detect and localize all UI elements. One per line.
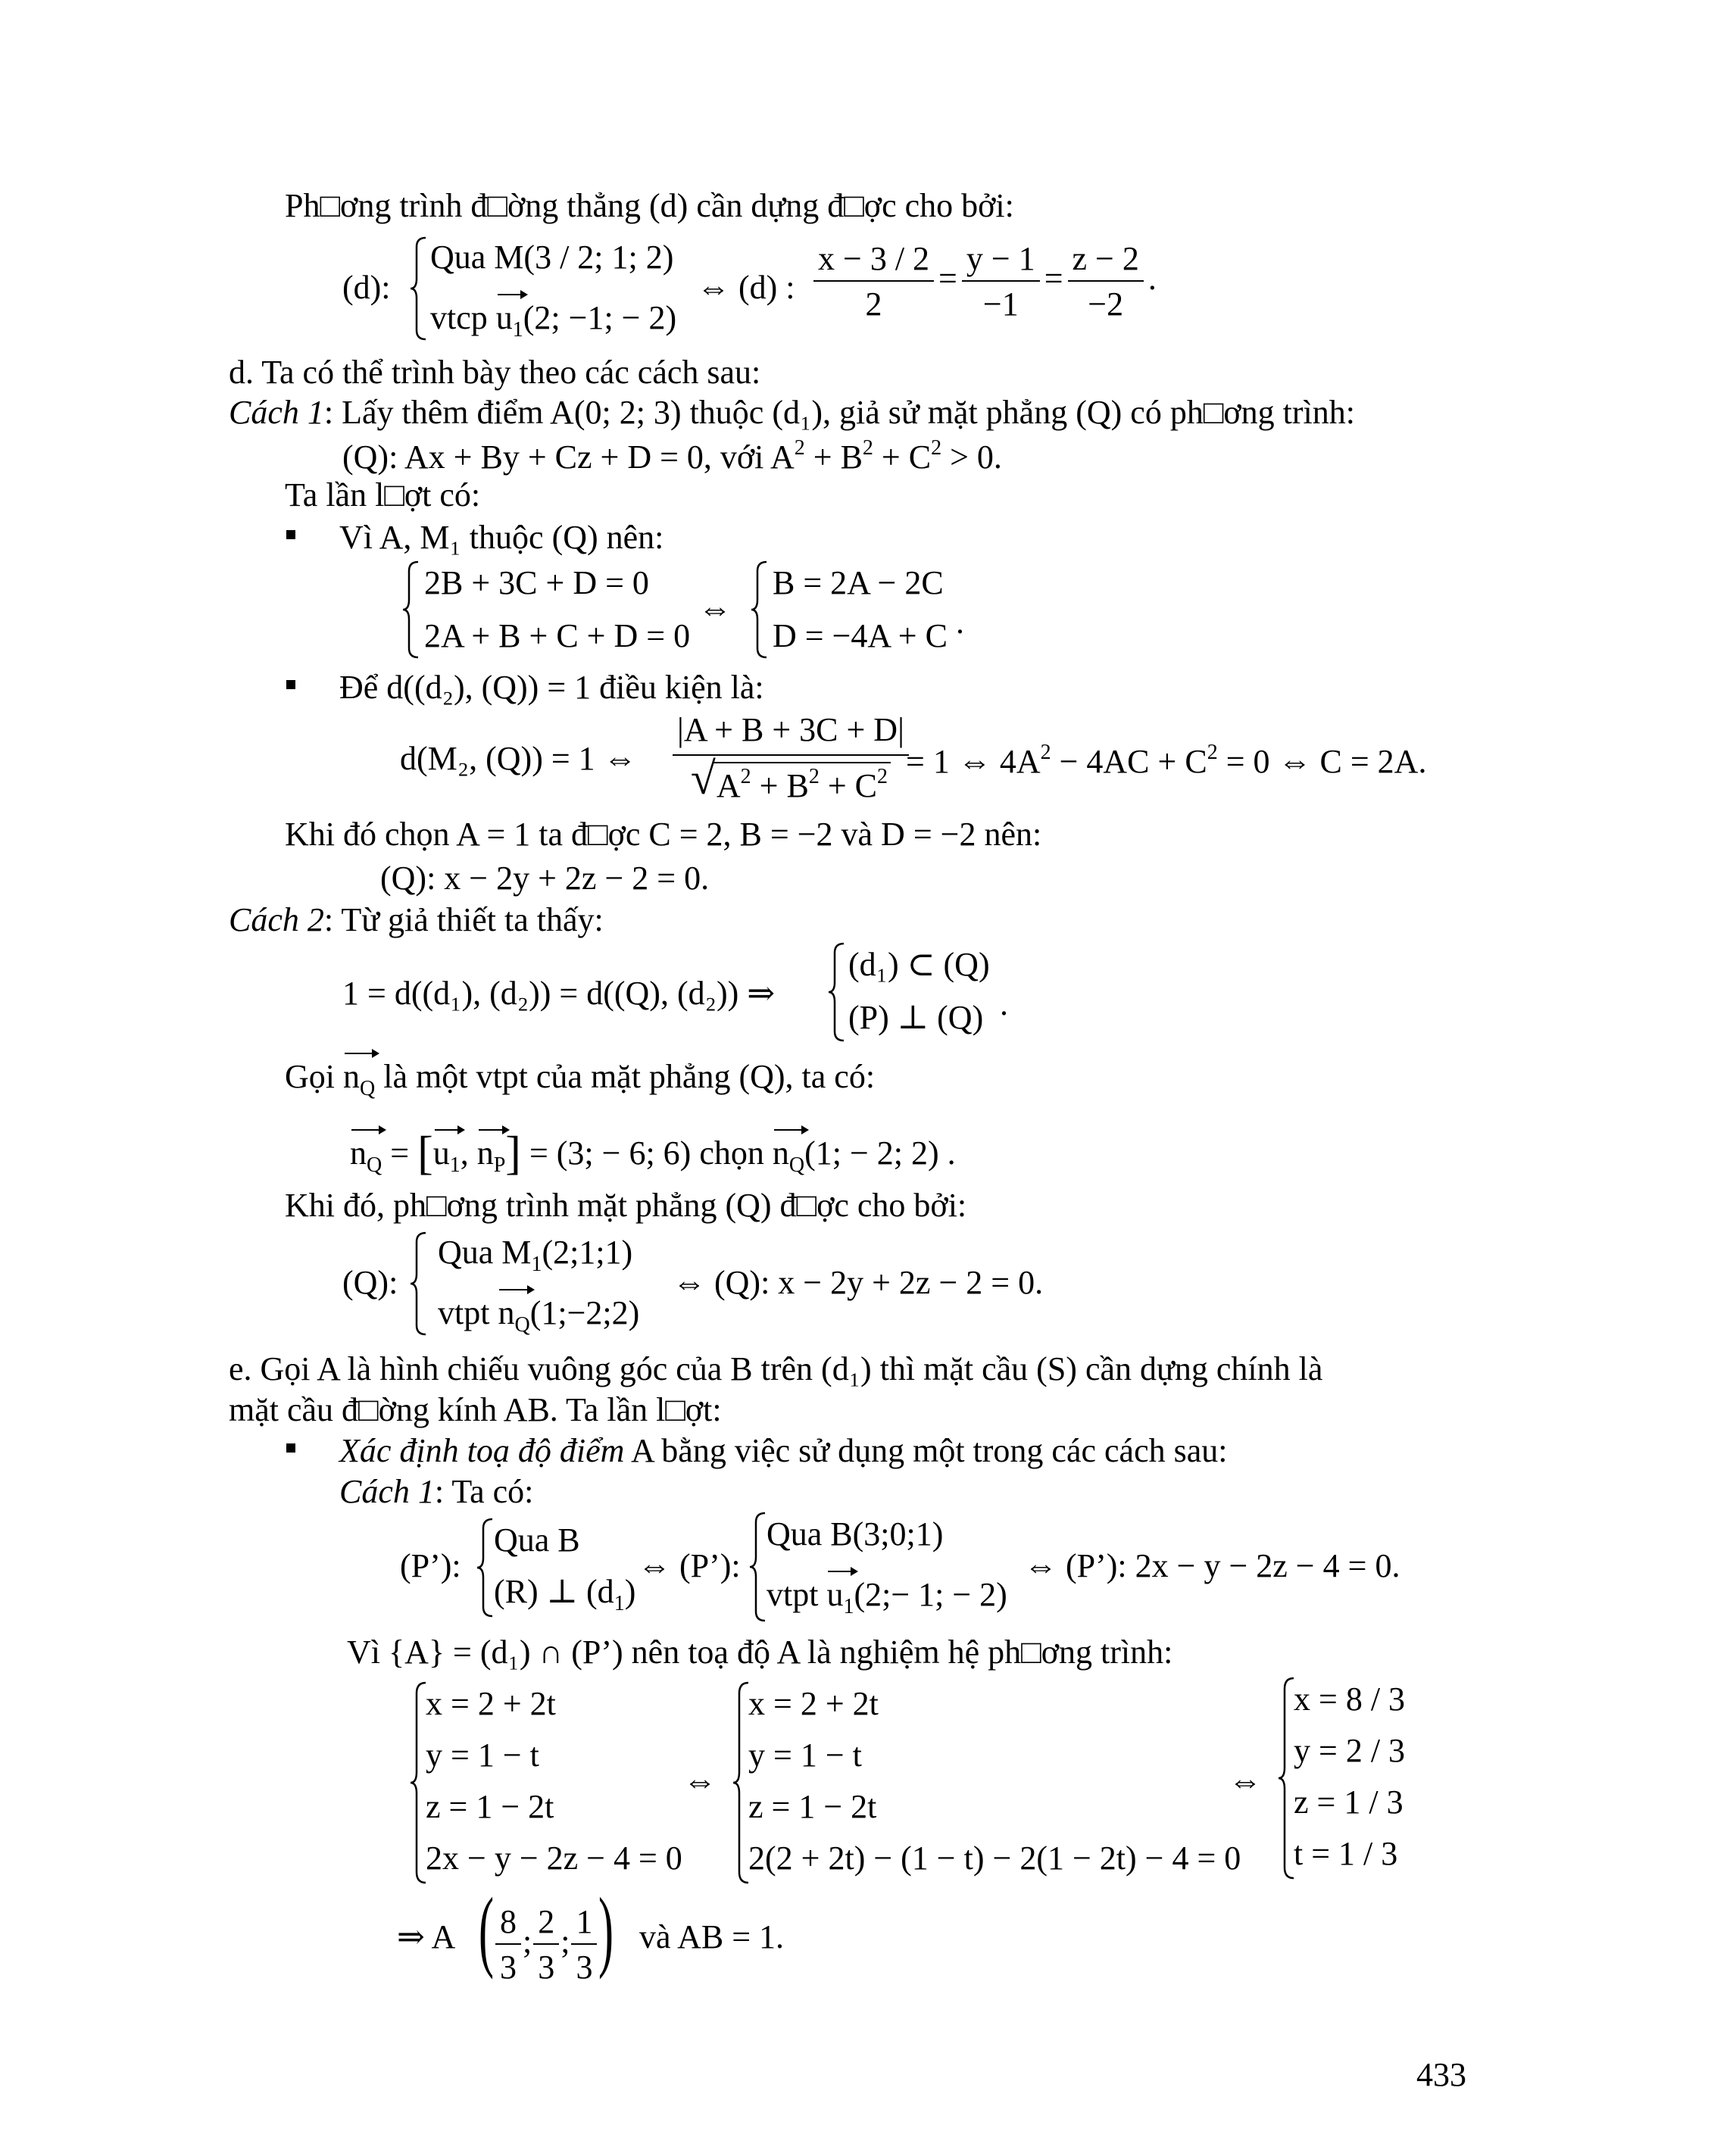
system-3a-line-1: x = 2 + 2t: [426, 1685, 556, 1722]
distance-left: d(M₂, (Q)) = 1 ⇔: [400, 740, 637, 777]
equiv-symbol: ⇔: [1229, 1762, 1262, 1799]
bullet-icon: [286, 680, 295, 689]
brace-left: [750, 560, 770, 659]
q2-result: ⇔ (Q): x − 2y + 2z − 2 = 0.: [673, 1264, 1044, 1301]
system-3b-line-4: 2(2 + 2t) − (1 − t) − 2(1 − 2t) − 4 = 0: [748, 1840, 1241, 1877]
cach-2-line: Cách 2: Từ giả thiết ta thấy:: [229, 901, 604, 938]
brace-left: [409, 1231, 429, 1336]
fraction-1-3: $\frac{1}{3}$: [571, 1905, 597, 1984]
fraction-x: $\frac{x - 3 / 2}{2}$: [813, 242, 934, 321]
fraction-z: $\frac{z - 2}{-2}$: [1068, 242, 1144, 321]
d-canonical-equation: $\frac{x - 3 / 2}{2}$ = $\frac{y - 1}{-1}$ = $\frac{z - 2}{-2}$ .: [809, 242, 1157, 321]
ta-lan-luot: Ta lần l□ợt có:: [285, 476, 481, 513]
d-system-vtcp: vtcp: [430, 299, 496, 336]
pp-result: ⇔ (P’): 2x − y − 2z − 4 = 0.: [1024, 1547, 1400, 1584]
distance-fraction-body: [673, 713, 909, 803]
fraction-8-3: $\frac{8}{3}$: [495, 1905, 521, 1984]
system-3c-line-1: x = 8 / 3: [1294, 1680, 1406, 1718]
pp-system-1-line-2: (R) ⊥ $(d_1)$: [494, 1573, 636, 1615]
equiv-symbol: ⇔: [698, 590, 732, 627]
system-2-line-2: D = −4A + C: [773, 617, 948, 654]
khi-do-q-equation: Khi đó, ph□ơng trình mặt phẳng (Q) đ□ợc cho bởi:: [285, 1187, 967, 1224]
cach-2-label: Cách 2: [229, 901, 324, 938]
final-ab: và AB = 1.: [639, 1918, 785, 1955]
cach-2-system-line-1: (d₁) ⊂ (Q): [848, 946, 990, 983]
final-a-coordinates: ( $\frac{8}{3}$ ; $\frac{2}{3}$ ; $\frac{1}{3}$ ): [478, 1879, 614, 1986]
pp-system-1-line-1: Qua B: [494, 1521, 580, 1559]
q2-label: (Q):: [342, 1264, 398, 1301]
vector-u1: $u_1$: [432, 1134, 461, 1177]
system-1-line-1: 2B + 3C + D = 0: [424, 564, 649, 601]
q-result-1: (Q): x − 2y + 2z − 2 = 0.: [380, 860, 710, 897]
vector-u1: $u_1$: [495, 299, 523, 342]
page-number: 433: [1416, 2056, 1466, 2093]
brace-left: [476, 1518, 495, 1618]
system-3a-line-3: z = 1 − 2t: [426, 1788, 554, 1825]
distance-fraction: [673, 713, 909, 803]
fraction-y: $\frac{y - 1}{-1}$: [962, 242, 1040, 321]
d-system-line-2: [430, 301, 676, 341]
vector-np: $n_P$: [476, 1134, 506, 1177]
vector-nq: $n_Q$: [343, 1058, 376, 1100]
d-system-line-1: Qua M(3 / 2; 1; 2): [430, 239, 674, 276]
vector-nq: $n_Q$: [350, 1134, 382, 1177]
brace-left: [827, 942, 847, 1042]
vector-nq: $n_Q$: [772, 1134, 805, 1177]
system-3b-line-3: z = 1 − 2t: [748, 1788, 877, 1825]
d-system-vector-value: (2; −1; − 2): [523, 299, 677, 336]
system-3b-line-2: y = 1 − t: [748, 1737, 862, 1774]
pp-label: (P’):: [400, 1547, 461, 1584]
nq-cross-product: $n_Q = [u_1$, $n_P] = (3$; − 6; 6) chọn $n_Q(1$; − 2; 2) .: [350, 1128, 956, 1179]
khi-do-choose: Khi đó chọn A = 1 ta đ□ợc C = 2, B = −2 và D = −2 nên:: [285, 816, 1042, 853]
vector-nq: $n_Q$: [498, 1294, 530, 1337]
equiv-symbol: ⇔: [683, 1762, 717, 1799]
cach-1-line: Cách 1: Lấy thêm điểm A(0; 2; 3) thuộc (d₁), giả sử mặt phẳng (Q) có ph□ơng trình:: [229, 394, 1355, 431]
e-cach-1-line: Cách 1: Ta có:: [339, 1473, 534, 1510]
bullet-icon: [286, 1443, 295, 1453]
brace-left: [401, 560, 421, 659]
bullet-icon: [286, 530, 295, 539]
cach-2-system-line-2: (P) ⊥ (Q): [848, 999, 984, 1036]
brace-left: [748, 1512, 768, 1622]
vi-a-line: Vì {A} = (d₁) ∩ (P’) nên toạ độ A là nghiệm hệ ph□ơng trình:: [347, 1634, 1173, 1671]
q2-system-line-1: Qua $M_1(2;1;1)$: [438, 1234, 633, 1276]
pp-system-2-line-2: vtpt $u_1(2;- 1$; − 2): [767, 1576, 1007, 1618]
e-cach-1-label: Cách 1: [339, 1473, 435, 1510]
period: .: [1000, 985, 1008, 1022]
brace-left: [409, 236, 429, 341]
system-3c-line-4: t = 1 / 3: [1294, 1835, 1398, 1872]
fraction-2-3: $\frac{2}{3}$: [533, 1905, 559, 1984]
system-3a-line-2: y = 1 − t: [426, 1737, 539, 1774]
system-1-line-2: 2A + B + C + D = 0: [424, 617, 691, 654]
d-label: (d):: [342, 269, 391, 306]
bullet-3-text: Xác định toạ độ điểm A bằng việc sử dụng một trong các cách sau:: [339, 1432, 1228, 1469]
text-line-d-equation-intro: Ph□ơng trình đ□ờng thẳng (d) cần dựng đ□ợc cho bởi:: [285, 187, 1014, 224]
goi-nq-line: Gọi $n_Q$ là một vtpt của mặt phẳng (Q), ta có:: [285, 1058, 876, 1100]
d-equiv: ⇔ (d) :: [697, 269, 795, 306]
system-3c-line-2: y = 2 / 3: [1294, 1732, 1406, 1769]
vector-u1: $u_1$: [826, 1576, 854, 1618]
q-general-equation: (Q): Ax + By + Cz + D = 0, với $A^2 + B^2 + C^2 > 0$.: [342, 436, 1002, 476]
bullet-2-text: Để d((d₂), (Q)) = 1 điều kiện là:: [339, 669, 764, 706]
period: .: [956, 604, 964, 641]
distance-right: = 1 ⇔ $4A^2 - 4AC + C^2 = 0$ ⇔ C = 2A.: [906, 741, 1427, 780]
part-e-line-2: mặt cầu đ□ờng kính AB. Ta lần l□ợt:: [229, 1391, 722, 1428]
pp-mid: ⇔ (P’):: [638, 1547, 741, 1584]
pp-system-2-line-1: Qua B(3;0;1): [767, 1515, 944, 1553]
distance-numerator: |A + B + 3C + D|: [673, 713, 909, 756]
part-e-line-1: e. Gọi A là hình chiếu vuông góc của B trên (d₁) thì mặt cầu (S) cần dựng chính là: [229, 1350, 1323, 1387]
cach-2-equation: 1 = d((d₁), (d₂)) = d((Q), (d₂)) ⇒: [342, 975, 776, 1012]
q2-system-line-2: vtpt $n_Q(1;-2;2)$: [438, 1294, 640, 1337]
part-d-heading: d. Ta có thể trình bày theo các cách sau:: [229, 354, 761, 391]
system-2-line-1: B = 2A − 2C: [773, 564, 944, 601]
cach-1-label: Cách 1: [229, 394, 324, 431]
system-3b-line-1: x = 2 + 2t: [748, 1685, 879, 1722]
final-implies-a: ⇒ A: [397, 1918, 456, 1955]
bullet-1-text: Vì A, M₁ thuộc (Q) nên:: [339, 519, 664, 556]
distance-denominator: √ $A^2 + B^2 + C^2$: [673, 756, 909, 803]
system-3a-line-4: 2x − y − 2z − 4 = 0: [426, 1840, 682, 1877]
system-3c-line-3: z = 1 / 3: [1294, 1783, 1403, 1821]
